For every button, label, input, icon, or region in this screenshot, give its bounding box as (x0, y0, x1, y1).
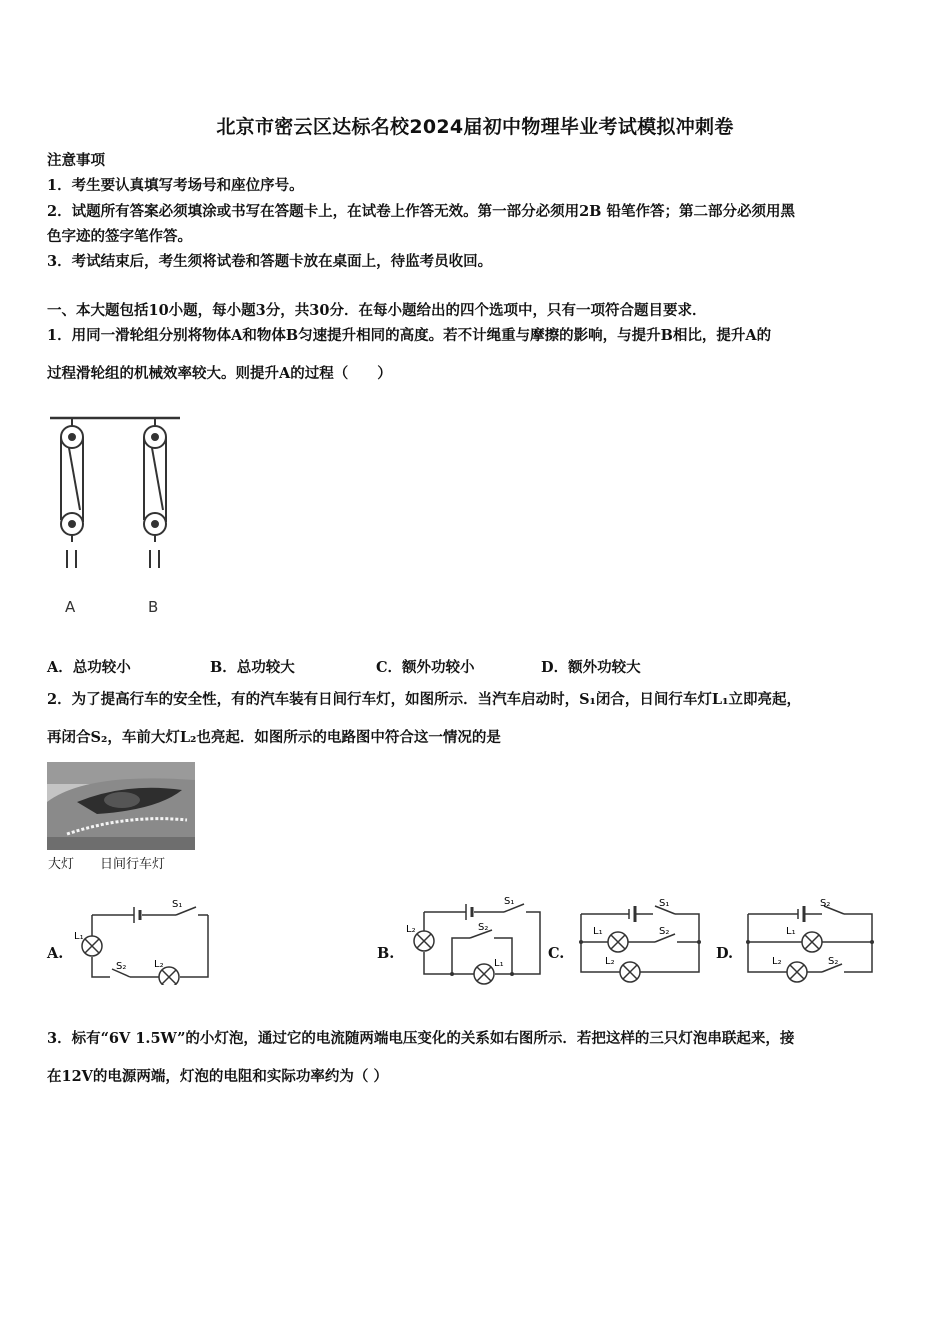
notice-item: 3．考试结束后，考生须将试卷和答题卡放在桌面上，待监考员收回。 (47, 253, 493, 270)
label-l2: L₂ (406, 924, 416, 935)
q3-text-line2: 在12V的电源两端，灯泡的电阻和实际功率约为（ ） (47, 1068, 388, 1085)
label-l1: L₁ (494, 958, 504, 969)
q1-option-a[interactable]: A．总功较小 (47, 659, 131, 676)
photo-caption-daytime-light: 日间行车灯 (100, 857, 166, 872)
q2-text-line2: 再闭合S₂，车前大灯L₂也亮起．如图所示的电路图中符合这一情况的是 (47, 729, 501, 746)
label-l2: L₂ (605, 956, 615, 967)
label-l1: L₁ (74, 931, 84, 942)
q1-option-b[interactable]: B．总功较大 (210, 659, 295, 676)
label-l2: L₂ (772, 956, 782, 967)
section-instructions: 一、本大题包括10小题，每小题3分，共30分．在每小题给出的四个选项中，只有一项符合题目要求． (47, 302, 707, 319)
label-s1: S₁ (659, 898, 670, 909)
notice-item: 1．考生要认真填写考场号和座位序号。 (47, 177, 304, 194)
figure-label-b: B (148, 598, 159, 616)
label-l1: L₁ (593, 926, 603, 937)
label-l1: L₁ (786, 926, 796, 937)
q2-option-d-letter[interactable]: D. (716, 945, 734, 962)
q2-option-c-letter[interactable]: C. (548, 945, 565, 962)
pulley-figure (40, 410, 200, 625)
notice-item: 2．试题所有答案必须填涂或书写在答题卡上，在试卷上作答无效。第一部分必须用2B 铅笔作答；第二部分必须用黑 (47, 203, 795, 220)
circuit-diagram-b[interactable] (400, 890, 550, 985)
notice-item: 色字迹的签字笔作答。 (47, 228, 192, 245)
q2-text-line1: 2．为了提高行车的安全性，有的汽车装有日间行车灯，如图所示．当汽车启动时，S₁闭合，日间行车灯L₁立即亮起， (47, 691, 801, 708)
label-s2: S₂ (478, 922, 489, 933)
q2-option-a-letter[interactable]: A. (47, 945, 64, 962)
label-s1: S₁ (504, 896, 515, 907)
circuit-diagram-c[interactable] (573, 892, 708, 987)
q3-text-line1: 3．标有“6V 1.5W”的小灯泡，通过它的电流随两端电压变化的关系如右图所示．若把这样的三只灯泡串联起来，接 (47, 1030, 795, 1047)
notice-heading: 注意事项 (47, 152, 105, 169)
q2-option-b-letter[interactable]: B. (377, 945, 395, 962)
figure-label-a: A (65, 598, 76, 616)
car-headlight-photo (47, 762, 195, 850)
q1-text-line2: 过程滑轮组的机械效率较大。则提升A的过程（ ） (47, 365, 392, 382)
q1-text-line1: 1．用同一滑轮组分别将物体A和物体B匀速提升相同的高度。若不计绳重与摩擦的影响，与提升B相比，提升A的 (47, 327, 772, 344)
circuit-diagram-d[interactable] (740, 892, 880, 987)
label-s2: S₂ (820, 898, 831, 909)
label-s2: S₂ (659, 926, 670, 937)
q1-option-c[interactable]: C．额外功较小 (376, 659, 475, 676)
page-title: 北京市密云区达标名校2024届初中物理毕业考试模拟冲刺卷 (216, 116, 734, 138)
circuit-diagram-a[interactable] (68, 895, 218, 985)
photo-caption-headlight: 大灯 (48, 857, 75, 872)
q1-option-d[interactable]: D．额外功较大 (541, 659, 641, 676)
label-s2: S₂ (116, 961, 127, 972)
label-s1: S₁ (172, 899, 183, 910)
label-l2: L₂ (154, 959, 164, 970)
label-s2: S₂ (828, 956, 839, 967)
